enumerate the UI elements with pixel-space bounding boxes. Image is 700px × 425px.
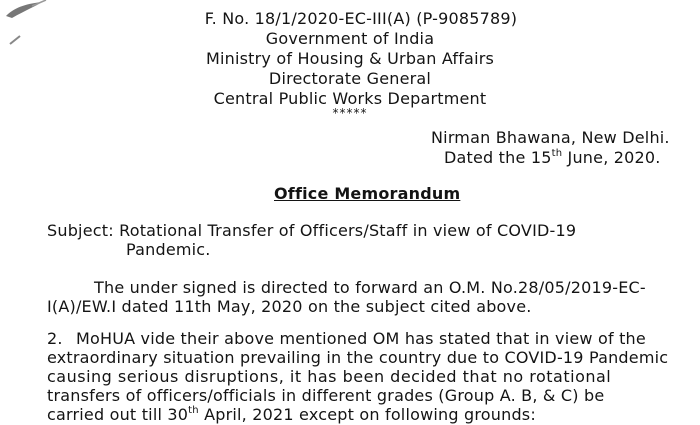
- para2-line-2: extraordinary situation prevailing in the country due to COVID-19 Pandemic: [47, 348, 669, 367]
- date-prefix: Dated the 15: [444, 148, 552, 167]
- date-superscript: th: [551, 147, 563, 159]
- subject-line-1: [47, 221, 576, 241]
- para1-line-1: The under signed is directed to forward an O.M. No.28/05/2019-EC-: [94, 278, 646, 297]
- subject-line-2: Pandemic.: [126, 240, 211, 259]
- para2-superscript: th: [188, 404, 199, 416]
- para2-line-4: transfers of officers/officials in different grades (Group A. B, & C) be: [47, 386, 605, 405]
- subject-label: Subject:: [47, 221, 114, 240]
- para2-line5-suffix: April, 2021 except on following grounds:: [198, 405, 536, 424]
- para2-line-1: [47, 329, 646, 349]
- para1-line-2: I(A)/EW.I dated 11th May, 2020 on the subject cited above.: [47, 297, 532, 316]
- memo-title: Office Memorandum: [274, 184, 461, 203]
- header-stars: *****: [332, 106, 368, 120]
- ministry-line: Ministry of Housing & Urban Affairs: [205, 49, 495, 68]
- directorate-line: Directorate General: [268, 69, 432, 88]
- para2-line-3: causing serious disruptions, it has been decided that no rotational: [47, 367, 612, 386]
- government-line: Government of India: [265, 29, 435, 48]
- department-line: Central Public Works Department: [213, 89, 487, 108]
- para2-line5-prefix: carried out till 30: [47, 405, 189, 424]
- file-number: F. No. 18/1/2020-EC-III(A) (P-9085789): [204, 9, 518, 28]
- para2-number: 2.: [47, 329, 63, 348]
- para2-text-1: MoHUA vide their above mentioned OM has stated that in view of the: [75, 329, 646, 348]
- date-line: [444, 148, 661, 168]
- subject-text-1: Rotational Transfer of Officers/Staff in view of COVID-19: [119, 221, 577, 240]
- date-suffix: June, 2020.: [562, 148, 661, 167]
- place-line: Nirman Bhawana, New Delhi.: [431, 128, 670, 147]
- para2-line-5: [47, 405, 536, 425]
